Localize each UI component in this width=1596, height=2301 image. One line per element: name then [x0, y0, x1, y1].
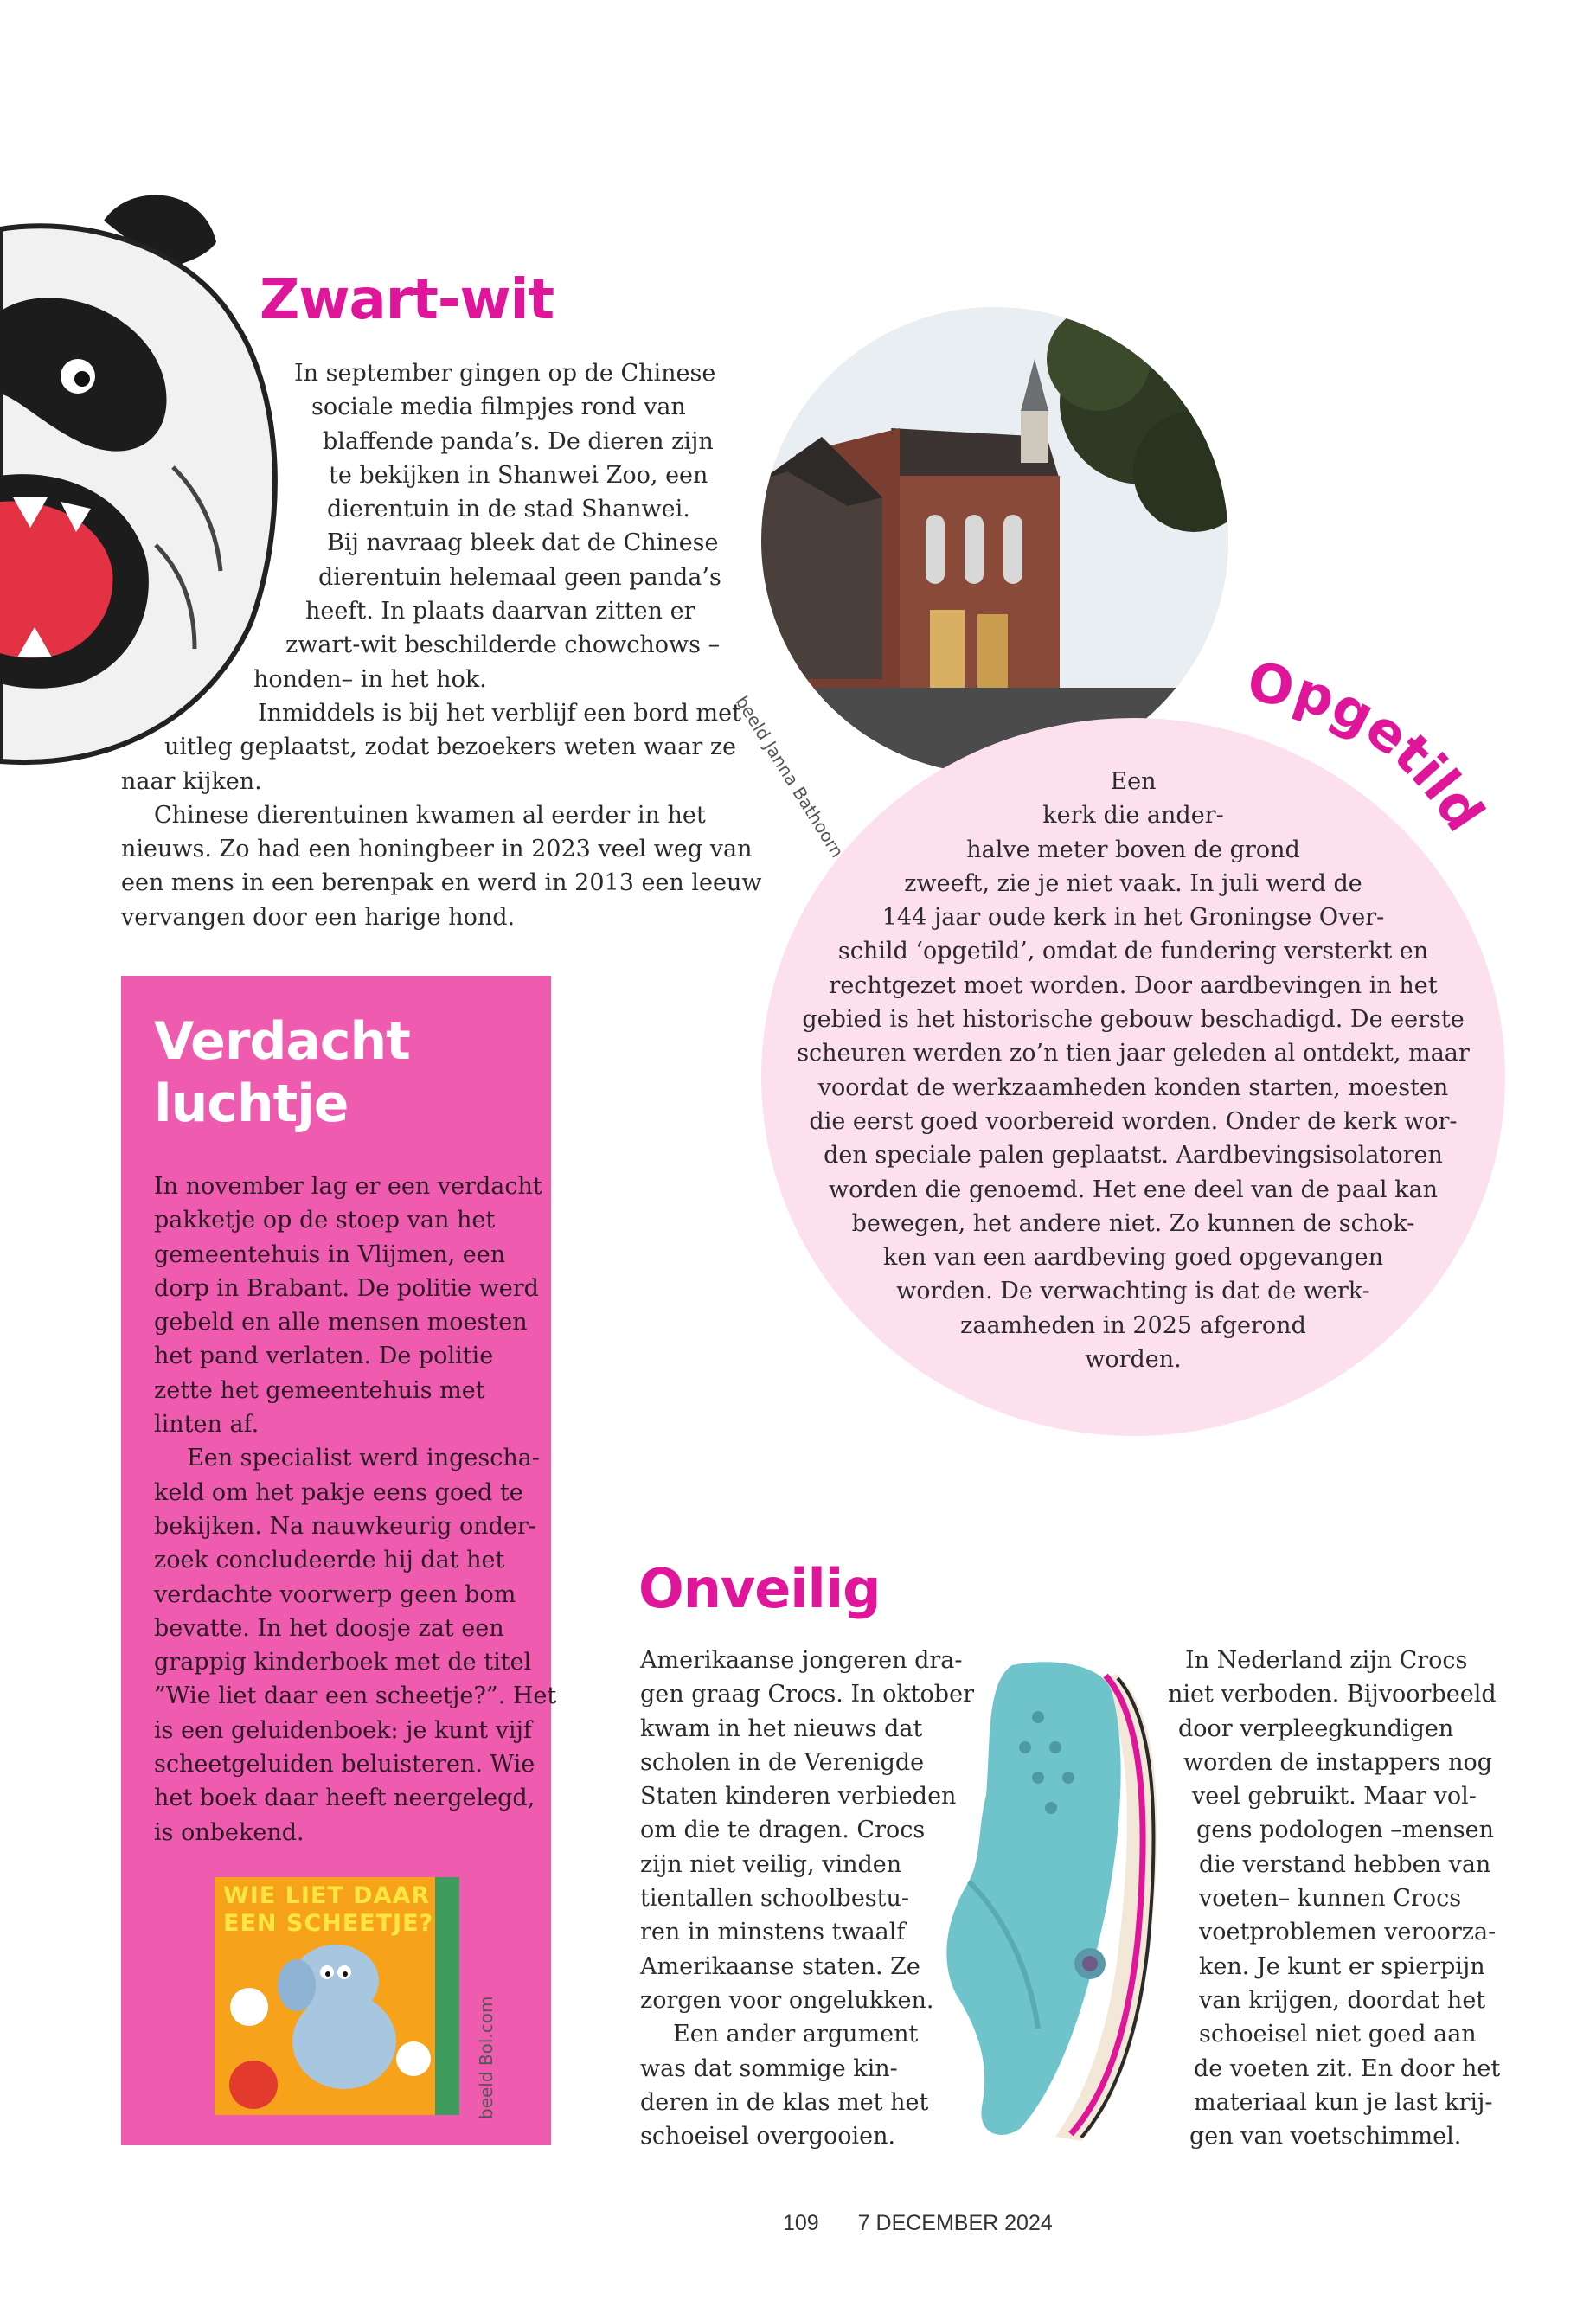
text-line: door verpleegkundigen: [1178, 1715, 1454, 1742]
text-line: den speciale palen geplaatst. Aardbevingsisolatoren: [824, 1142, 1443, 1170]
verdacht-title-line: Verdacht: [154, 1011, 410, 1072]
text-line: ”Wie liet daar een scheetje?”. Het: [154, 1682, 557, 1710]
text-line: uitleg geplaatst, zodat bezoekers weten waar ze: [164, 734, 737, 761]
text-line: linten af.: [154, 1411, 260, 1439]
text-line: die eerst goed voorbereid worden. Onder de kerk wor-: [809, 1107, 1458, 1135]
text-line: gemeentehuis in Vlijmen, een: [154, 1240, 506, 1268]
text-line: worden. De verwachting is dat de werk-: [896, 1278, 1370, 1305]
text-line: voeten– kunnen Crocs: [1199, 1885, 1462, 1913]
text-line: zaamheden in 2025 afgerond: [960, 1311, 1306, 1339]
zwartwit-body: [0, 356, 779, 934]
onveilig-body-left: [640, 1644, 974, 2153]
book-cover: [215, 1877, 459, 2115]
text-line: Amerikaanse jongeren dra-: [640, 1647, 963, 1674]
text-line: heeft. In plaats daarvan zitten er: [305, 598, 695, 625]
text-line: van krijgen, doordat het: [1199, 1986, 1486, 2014]
text-line: zweeft, zie je niet vaak. In juli werd de: [904, 869, 1362, 897]
text-line: pakketje op de stoep van het: [154, 1207, 496, 1234]
text-line: vervangen door een harige hond.: [121, 903, 516, 931]
text-line: kwam in het nieuws dat: [640, 1715, 923, 1742]
text-line: scheuren werden zo’n tien jaar geleden al ontdekt, maar: [797, 1040, 1470, 1067]
text-line: de voeten zit. En door het: [1194, 2054, 1501, 2082]
text-line: scheetgeluiden beluisteren. Wie: [154, 1751, 535, 1779]
text-line: ken van een aardbeving goed opgevangen: [883, 1244, 1383, 1272]
text-line: zorgen voor ongelukken.: [640, 1986, 934, 2014]
croc-shoe-illustration: [943, 1657, 1168, 2150]
text-line: voordat de werkzaamheden konden starten, moesten: [817, 1074, 1449, 1101]
opgetild-body: [787, 765, 1479, 1376]
text-line: kerk die ander-: [1042, 802, 1224, 830]
onveilig-title: Onveilig: [638, 1557, 881, 1620]
text-line: scholen in de Verenigde: [640, 1748, 925, 1776]
text-line: gebeld en alle mensen moesten: [154, 1309, 528, 1336]
zwartwit-title: Zwart-wit: [260, 268, 554, 332]
text-line: zoek concludeerde hij dat het: [154, 1547, 505, 1574]
text-line: verdachte voorwerp geen bom: [154, 1580, 516, 1608]
text-line: In Nederland zijn Crocs: [1185, 1647, 1468, 1674]
text-line: Bij navraag bleek dat de Chinese: [327, 529, 719, 557]
text-line: schoeisel niet goed aan: [1199, 2021, 1477, 2048]
book-photo-credit: beeld Bol.com: [476, 1996, 497, 2119]
text-line: dorp in Brabant. De politie werd: [154, 1274, 539, 1302]
text-line: veel gebruikt. Maar vol-: [1192, 1783, 1477, 1811]
text-line: deren in de klas met het: [640, 2088, 929, 2116]
text-line: Staten kinderen verbieden: [640, 1783, 957, 1811]
text-line: was dat sommige kin-: [640, 2054, 898, 2082]
text-line: tientallen schoolbestu-: [640, 1885, 910, 1913]
text-line: 144 jaar oude kerk in het Groningse Over-: [881, 904, 1385, 932]
opgetild-title-text: Opgetild: [1244, 650, 1497, 843]
text-line: zwart-wit beschilderde chowchows –: [285, 631, 721, 659]
text-line: nieuws. Zo had een honingbeer in 2023 veel weg van: [121, 836, 753, 863]
text-line: gen graag Crocs. In oktober: [640, 1681, 974, 1708]
text-line: niet verboden. Bijvoorbeeld: [1168, 1681, 1497, 1708]
text-line: rechtgezet moet worden. Door aardbevingen in het: [829, 971, 1438, 999]
text-line: sociale media filmpjes rond van: [311, 394, 686, 421]
text-line: om die te dragen. Crocs: [640, 1817, 926, 1844]
text-line: worden de instappers nog: [1183, 1748, 1492, 1776]
text-line: te bekijken in Shanwei Zoo, een: [329, 461, 708, 489]
text-line: dierentuin in de stad Shanwei.: [327, 496, 690, 523]
text-line: zijn niet veilig, vinden: [640, 1850, 902, 1878]
text-line: is onbekend.: [154, 1818, 304, 1846]
verdacht-title-line: luchtje: [154, 1074, 349, 1134]
text-line: gen van voetschimmel.: [1189, 2123, 1462, 2150]
text-line: bewegen, het andere niet. Zo kunnen de schok-: [851, 1209, 1415, 1237]
text-line: het boek daar heeft neergelegd,: [154, 1785, 535, 1812]
text-line: keld om het pakje eens goed te: [154, 1478, 523, 1506]
text-line: Inmiddels is bij het verblijf een bord met: [258, 699, 741, 727]
text-line: Een specialist werd ingescha-: [187, 1445, 540, 1472]
text-line: zette het gemeentehuis met: [154, 1376, 485, 1404]
text-line: honden– in het hok.: [253, 665, 487, 693]
text-line: Chinese dierentuinen kwamen al eerder in het: [154, 801, 706, 829]
book-cover-title: WIE LIET DAAR EEN SCHEETJE?: [223, 1882, 434, 1937]
text-line: naar kijken.: [121, 767, 262, 795]
text-line: het pand verlaten. De politie: [154, 1343, 494, 1370]
text-line: bevatte. In het doosje zat een: [154, 1614, 504, 1642]
text-line: dierentuin helemaal geen panda’s: [318, 563, 721, 591]
onveilig-body-right: [1168, 1644, 1531, 2153]
text-line: worden die genoemd. Het ene deel van de paal kan: [829, 1176, 1438, 1203]
issue-date: 7 DECEMBER 2024: [857, 2211, 1053, 2235]
text-line: ren in minstens twaalf: [640, 1919, 906, 1946]
page-number: 109: [783, 2211, 819, 2235]
verdacht-body: [154, 1170, 557, 1849]
church-photo-credit: beeld Janna Bathoorn: [731, 692, 849, 862]
text-line: halve meter boven de grond: [966, 836, 1300, 863]
text-line: voetproblemen veroorza-: [1199, 1919, 1497, 1946]
text-line: worden.: [1085, 1346, 1182, 1374]
text-line: In september gingen op de Chinese: [294, 360, 716, 387]
text-line: Een ander argument: [673, 2021, 919, 2048]
text-line: Een: [1110, 768, 1157, 795]
text-line: ken. Je kunt er spierpijn: [1199, 1952, 1485, 1980]
text-line: blaffende panda’s. De dieren zijn: [323, 427, 714, 455]
text-line: bekijken. Na nauwkeurig onder-: [154, 1512, 536, 1540]
text-line: schoeisel overgooien.: [640, 2123, 896, 2150]
footer: [783, 2211, 1053, 2236]
text-line: materiaal kun je last krij-: [1194, 2088, 1493, 2116]
elephant-illustration: [215, 1877, 459, 2115]
church-photo: [761, 307, 1228, 774]
text-line: grappig kinderboek met de titel: [154, 1649, 532, 1676]
text-line: die verstand hebben van: [1199, 1850, 1491, 1878]
text-line: schild ‘opgetild’, omdat de fundering versterkt en: [837, 938, 1429, 965]
text-line: een mens in een berenpak en werd in 2013 een leeuw: [121, 869, 762, 897]
text-line: gens podologen –mensen: [1196, 1817, 1494, 1844]
text-line: Amerikaanse staten. Ze: [640, 1952, 920, 1980]
verdacht-title: [154, 1010, 410, 1135]
text-line: gebied is het historische gebouw beschadigd. De eerste: [802, 1006, 1465, 1034]
text-line: In november lag er een verdacht: [154, 1173, 542, 1200]
text-line: is een geluidenboek: je kunt vijf: [154, 1716, 532, 1744]
